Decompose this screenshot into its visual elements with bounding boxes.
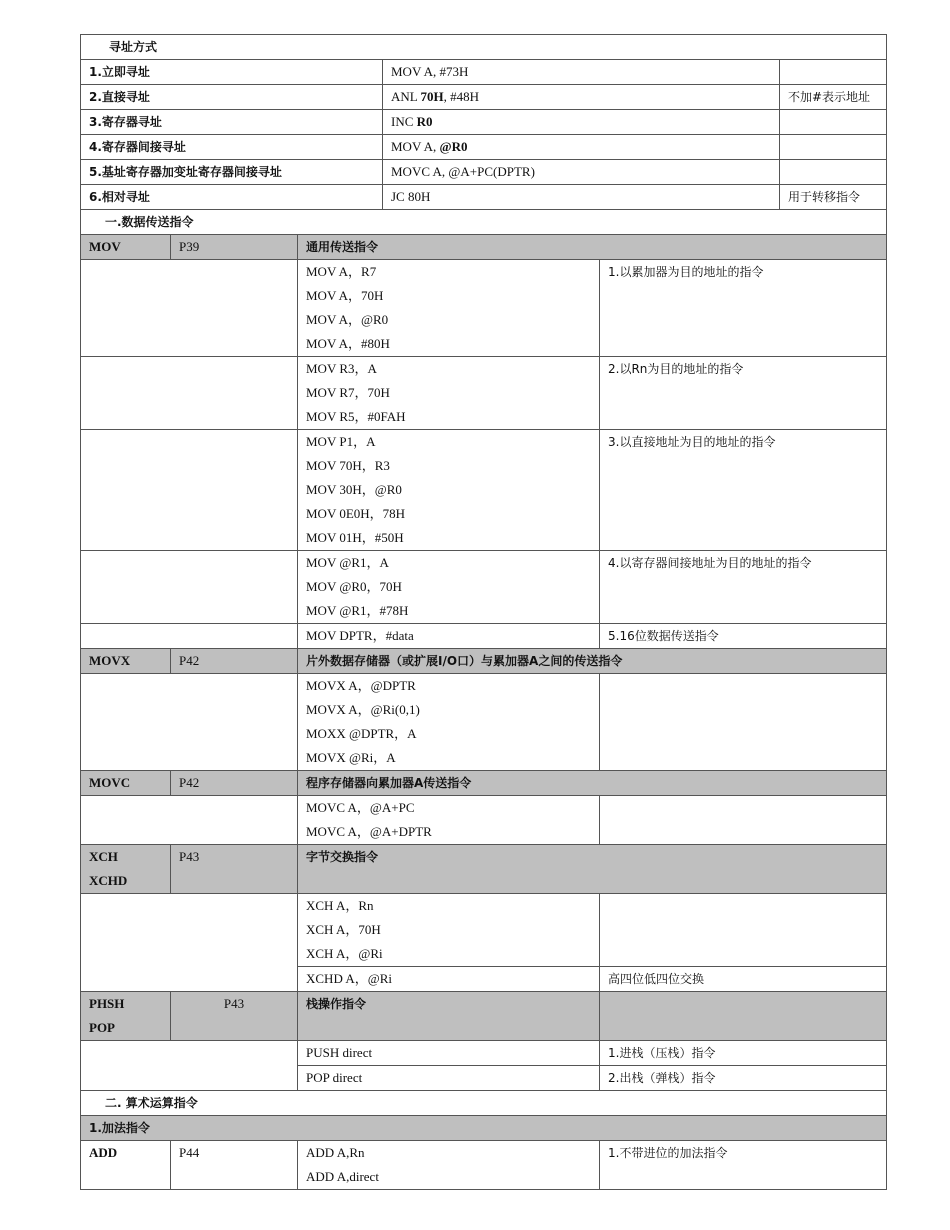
- instruction-header-movx: MOVX P42 片外数据存储器（或扩展I/O口）与累加器A之间的传送指令: [81, 649, 887, 674]
- instruction-group: MOV DPTR，#data 5.16位数据传送指令: [81, 624, 887, 649]
- instruction-group: MOV R3，A MOV R7，70H MOV R5，#0FAH 2.以Rn为目的地址的指令: [81, 357, 887, 430]
- instruction-group: XCHD A，@Ri 高四位低四位交换: [81, 967, 887, 992]
- instruction-header-push-pop: PHSH POP P43 栈操作指令: [81, 992, 887, 1041]
- addressing-table: [80, 34, 887, 210]
- instruction-group: PUSH direct 1.进栈（压栈）指令: [81, 1041, 887, 1066]
- addressing-row: 1.立即寻址 MOV A, #73H: [81, 60, 887, 85]
- section-title-data-transfer: 一.数据传送指令: [81, 210, 887, 235]
- instruction-group: MOV @R1，A MOV @R0，70H MOV @R1，#78H 4.以寄存器间接地址为目的地址的指令: [81, 551, 887, 624]
- section-title-arithmetic: 二. 算术运算指令: [81, 1091, 887, 1116]
- instruction-group-add: ADD P44 ADD A,Rn ADD A,direct 1.不带进位的加法指令: [81, 1141, 887, 1190]
- instruction-table: [80, 209, 887, 1190]
- document-page: [80, 34, 886, 1190]
- subsection-title-add: 1.加法指令: [81, 1116, 887, 1141]
- instruction-group: XCH A，Rn XCH A，70H XCH A，@Ri: [81, 894, 887, 967]
- addressing-row: 3.寄存器寻址 INC R0: [81, 110, 887, 135]
- addressing-title: 寻址方式: [81, 35, 887, 60]
- instruction-group: MOV A，R7 MOV A，70H MOV A，@R0 MOV A，#80H 1.以累加器为目的地址的指令: [81, 260, 887, 357]
- addressing-row: 5.基址寄存器加变址寄存器间接寻址 MOVC A, @A+PC(DPTR): [81, 160, 887, 185]
- instruction-header-mov: MOV P39 通用传送指令: [81, 235, 887, 260]
- instruction-group: MOVX A，@DPTR MOVX A，@Ri(0,1) MOXX @DPTR，A MOVX @Ri，A: [81, 674, 887, 771]
- instruction-group: MOV P1，A MOV 70H，R3 MOV 30H，@R0 MOV 0E0H，78H MOV 01H，#50H 3.以直接地址为目的地址的指令: [81, 430, 887, 551]
- instruction-header-movc: MOVC P42 程序存储器向累加器A传送指令: [81, 771, 887, 796]
- instruction-group: MOVC A，@A+PC MOVC A，@A+DPTR: [81, 796, 887, 845]
- addressing-row: 2.直接寻址 ANL 70H, #48H 不加#表示地址: [81, 85, 887, 110]
- instruction-header-xch: XCH XCHD P43 字节交换指令: [81, 845, 887, 894]
- addressing-row: 4.寄存器间接寻址 MOV A, @R0: [81, 135, 887, 160]
- instruction-group: POP direct 2.出栈（弹栈）指令: [81, 1066, 887, 1091]
- addressing-row: 6.相对寻址 JC 80H 用于转移指令: [81, 185, 887, 210]
